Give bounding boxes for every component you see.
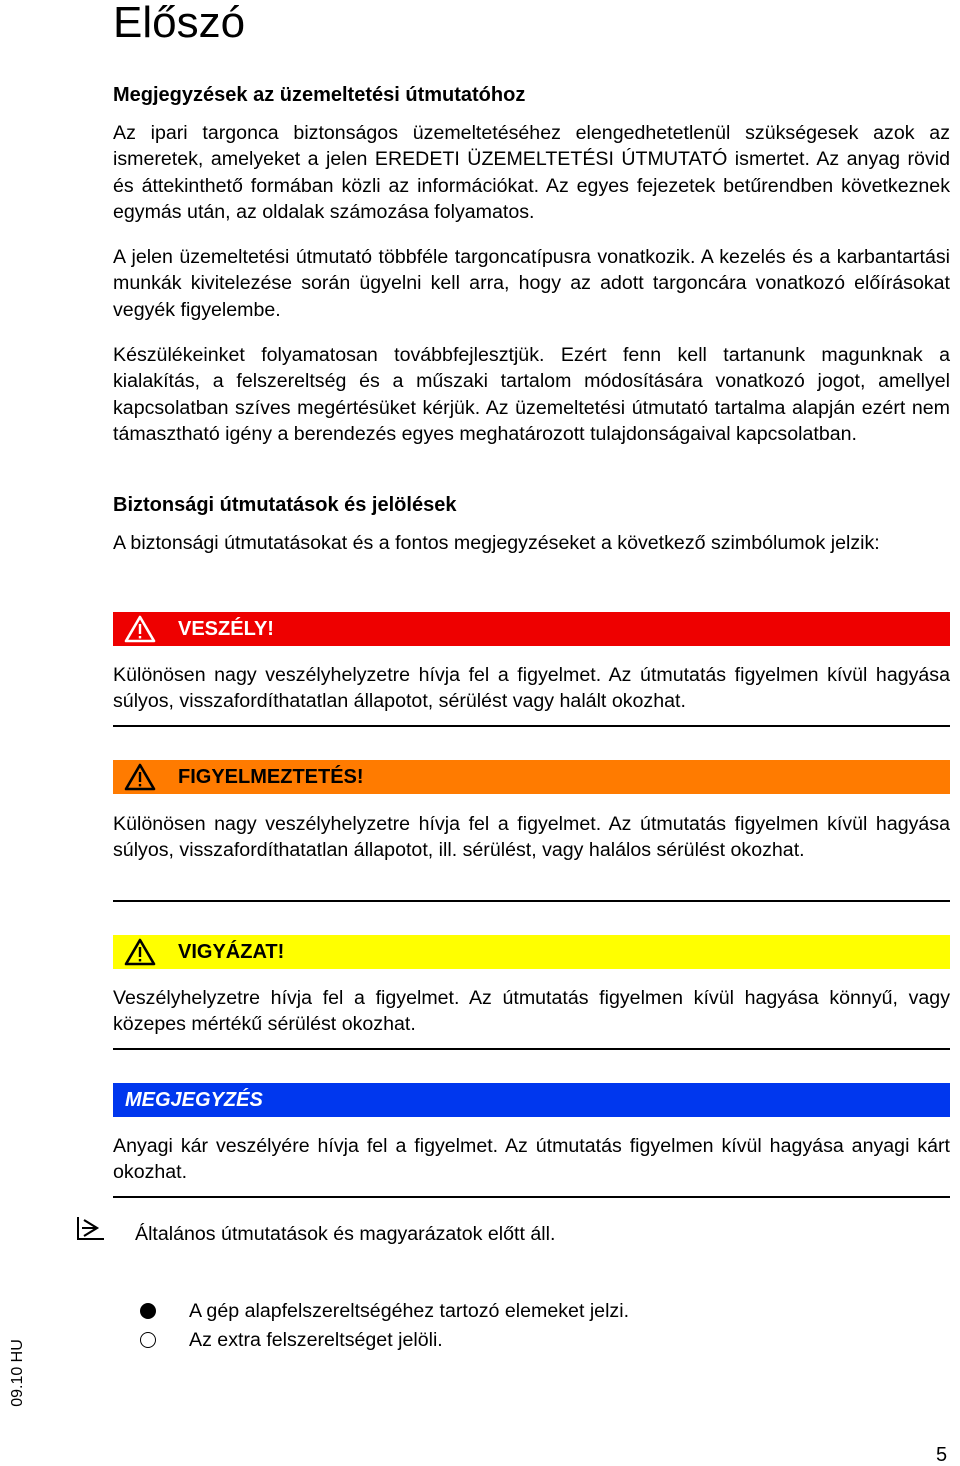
divider (113, 725, 950, 727)
notes-paragraph-2: A jelen üzemeltetési útmutató többféle targoncatípusra vonatkozik. A kezelés és a karbantartási munkák kivitelezése során ügyelni kell arra, hogy az adott targoncára vonatkozó előírásokat vegyék figyelembe. (113, 246, 950, 321)
warning-text: Különösen nagy veszélyhelyzetre hívja fel a figyelmet. Az útmutatás figyelmen kívül hagyása súlyos, visszafordíthatatlan állapotot, ill. sérülést, vagy halálos sérülést okozhat. (113, 813, 950, 862)
note-text: Anyagi kár veszélyére hívja fel a figyelmet. Az útmutatás figyelmen kívül hagyása anyagi kárt okozhat. (113, 1135, 950, 1184)
arrow-right-box-icon (76, 1214, 106, 1242)
notes-paragraph-1: Az ipari targonca biztonságos üzemeltetéséhez elengedhetetlenül szükségesek azok az ismeretek, amelyeket a jelen EREDETI ÜZEMELTETÉSI ÚTMUTATÓ ismertet. Az anyag rövid és áttekinthető formában közli az információkat. Az egyes fejezetek betűrendben következnek egymás után, az oldalak számozása folyamatos. (113, 122, 950, 223)
hollow-circle-icon (140, 1332, 156, 1348)
arrow-symbol-text: Általános útmutatások és magyarázatok előtt áll. (135, 1223, 556, 1245)
divider (113, 900, 950, 902)
note-label: MEGJEGYZÉS (125, 1089, 263, 1111)
caution-banner (113, 935, 950, 969)
note-banner (113, 1083, 950, 1117)
standard-equipment-text: A gép alapfelszereltségéhez tartozó elemeket jelzi. (189, 1300, 630, 1322)
danger-banner (113, 612, 950, 646)
edition-code: 09.10 HU (9, 1339, 26, 1407)
warning-triangle-icon (124, 938, 156, 966)
filled-circle-icon (140, 1303, 156, 1319)
warning-banner (113, 760, 950, 794)
divider (113, 1196, 950, 1198)
optional-equipment-text: Az extra felszereltséget jelöli. (189, 1329, 443, 1351)
safety-heading: Biztonsági útmutatások és jelölések (113, 494, 457, 516)
warning-triangle-icon (124, 615, 156, 643)
caution-label: VIGYÁZAT! (178, 941, 285, 963)
safety-intro: A biztonsági útmutatásokat és a fontos megjegyzéseket a következő szimbólumok jelzik: (113, 532, 880, 554)
danger-text: Különösen nagy veszélyhelyzetre hívja fel a figyelmet. Az útmutatás figyelmen kívül hagyása súlyos, visszafordíthatatlan állapotot, sérülést vagy halált okozhat. (113, 664, 950, 713)
page-title: Előszó (113, 0, 246, 47)
page-number: 5 (936, 1444, 948, 1466)
warning-label: FIGYELMEZTETÉS! (178, 766, 364, 788)
warning-triangle-icon (124, 763, 156, 791)
notes-paragraph-3: Készülékeinket folyamatosan továbbfejlesztjük. Ezért fenn kell tartanunk magunknak a kialakítás, a felszereltség és a műszaki tartalom módosítására vonatkozó jogot, amellyel kapcsolatban szíves megértésüket kérjük. Az üzemeltetési útmutató tartalma alapján ezért nem támasztható igény a berendezés egyes meghatározott tulajdonságaival kapcsolatban. (113, 344, 950, 445)
notes-heading: Megjegyzések az üzemeltetési útmutatóhoz (113, 84, 526, 106)
divider (113, 1048, 950, 1050)
danger-label: VESZÉLY! (178, 618, 274, 640)
caution-text: Veszélyhelyzetre hívja fel a figyelmet. Az útmutatás figyelmen kívül hagyása könnyű, vagy közepes mértékű sérülést okozhat. (113, 987, 950, 1036)
